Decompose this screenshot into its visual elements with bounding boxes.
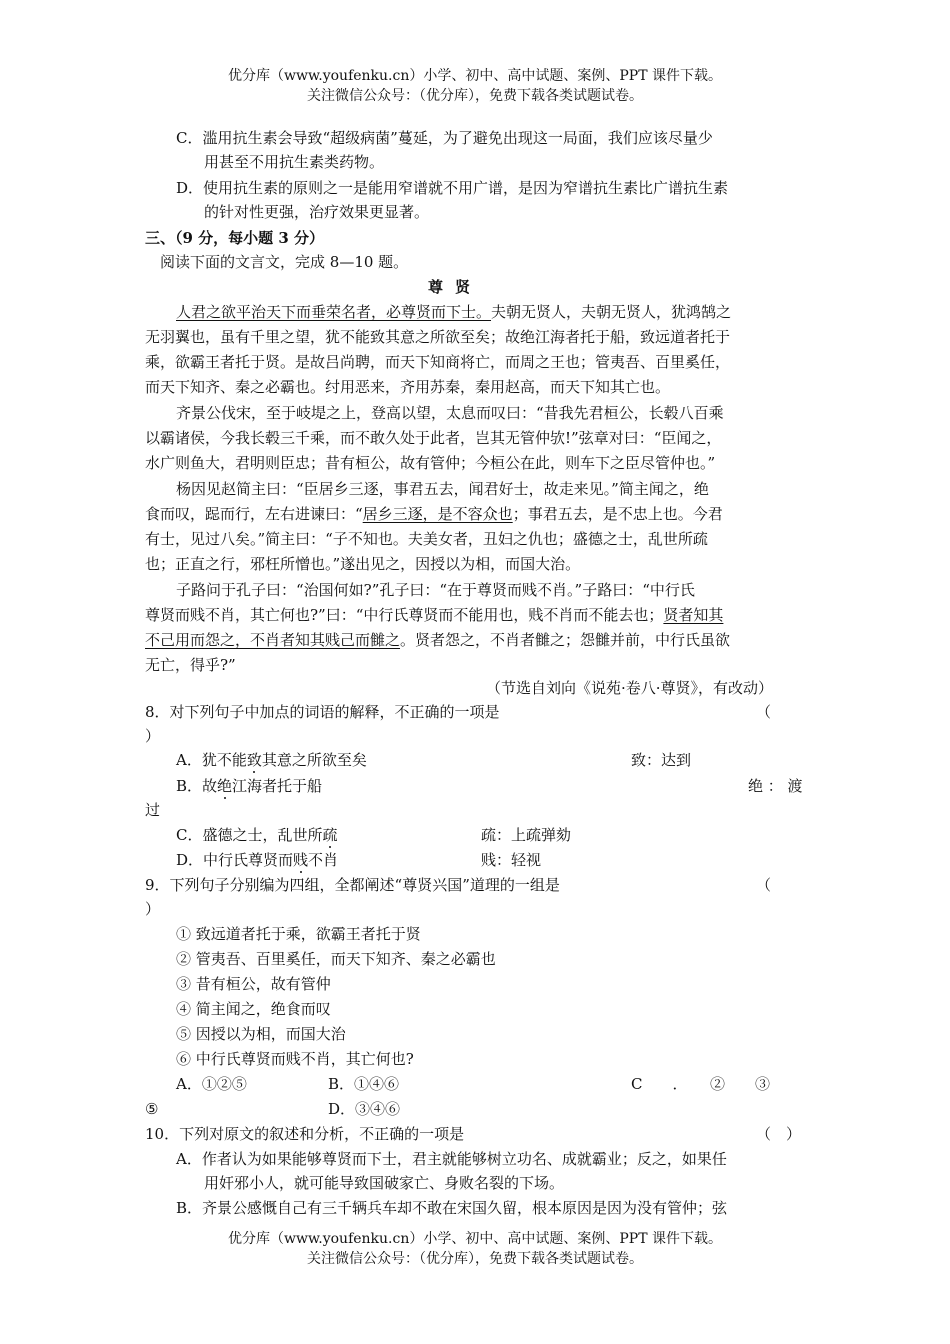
q9-option-a: A．①②⑤ <box>176 1075 247 1093</box>
q9-option-d: D．③④⑥ <box>328 1100 401 1118</box>
passage-p3-line-3: 有士，见过八矣。”简主曰：“子不知也。夫美女者，丑妇之仇也；盛德之士，乱世所疏 <box>145 530 708 548</box>
q8-option-b-explanation: 绝 ： 渡 <box>748 777 803 795</box>
option-c-line-1: C．滥用抗生素会导致“超级病菌”蔓延，为了避免出现这一局面，我们应该尽量少 <box>176 129 713 147</box>
q9-item: ② 管夷吾、百里奚任，而天下知齐、秦之必霸也 <box>176 950 496 968</box>
underlined-phrase-2a: 贤者知其 <box>663 606 724 624</box>
passage-p3-line-2: 食而叹，跽而行，左右进谏曰：“居乡三逐，是不容众也；事君五去，是不忠上也。今君 <box>145 505 723 523</box>
q8-option-a: A．犹不能致其意之所欲至矣 <box>176 751 367 769</box>
q8-option-c: C．盛德之士，乱世所疏 <box>176 826 338 844</box>
passage-source: （节选自刘向《说苑·卷八·尊贤》，有改动） <box>486 679 774 697</box>
footer-line-1: 优分库（www.youfenku.cn）小学、初中、高中试题、案例、PPT 课件下载。 <box>227 1231 722 1247</box>
header-line-1: 优分库（www.youfenku.cn）小学、初中、高中试题、案例、PPT 课件下载。 <box>227 68 722 84</box>
q9-paren-close: ） <box>145 900 161 918</box>
passage-p1-line-4: 而天下知齐、秦之必霸也。纣用恶来，齐用苏秦，秦用赵高，而天下知其亡也。 <box>145 378 671 396</box>
passage-p4-line-1: 子路问于孔子曰：“治国何如?”孔子曰：“在于尊贤而贱不肖。”子路曰：“中行氏 <box>176 581 695 599</box>
passage-title: 尊贤 <box>428 278 483 296</box>
q9-stem: 9．下列句子分别编为四组，全都阐述“尊贤兴国”道理的一组是 <box>145 876 560 894</box>
q8-option-d: D．中行氏尊贤而贱不肖 <box>176 851 339 869</box>
q10-option-a-line-2: 用奸邪小人，就可能导致国破家亡、身败名裂的下场。 <box>204 1174 565 1192</box>
q9-paren-open: （ <box>756 876 772 894</box>
passage-p3-line-1: 杨因见赵简主曰：“臣居乡三逐，事君五去，闻君好士，故走来见。”简主闻之，绝 <box>176 480 709 498</box>
passage-p4-line-3: 不己用而怨之，不肖者知其贱己而雠之。贤者怨之，不肖者雠之；怨雠并前，中行氏虽欲 <box>145 631 731 649</box>
q8-option-a-explanation: 致：达到 <box>631 751 692 769</box>
q8-option-c-explanation: 疏：上疏弹劾 <box>481 826 572 844</box>
passage-p2-line-1: 齐景公伐宋，至于岐堤之上，登高以望，太息而叹曰：“昔我先君桓公，长毂八百乘 <box>176 404 724 422</box>
q9-item: ③ 昔有桓公，故有管仲 <box>176 975 331 993</box>
header-line-2: 关注微信公众号：（优分库），免费下载各类试题试卷。 <box>307 88 643 104</box>
q9-item: ⑤ 因授以为相，而国大治 <box>176 1025 346 1043</box>
section-heading: 三、（9 分，每小题 3 分） <box>145 229 325 247</box>
q8-option-b: B．故绝江海者托于船 <box>176 777 323 795</box>
passage-p1-line-1: 人君之欲平治天下而垂荣名者，必尊贤而下士。夫朝无贤人，夫朝无贤人，犹鸿鹄之 <box>176 303 732 321</box>
underlined-phrase-2b: 不己用而怨之，不肖者知其贱己而雠之 <box>145 631 401 649</box>
q8-stem: 8．对下列句子中加点的词语的解释，不正确的一项是 <box>145 703 500 721</box>
q8-option-b-explanation-wrap: 过 <box>145 801 161 819</box>
option-d-line-1: D．使用抗生素的原则之一是能用窄谱就不用广谱，是因为窄谱抗生素比广谱抗生素 <box>176 179 729 197</box>
q9-option-c-wrap: ⑤ <box>145 1100 159 1118</box>
q10-stem: 10．下列对原文的叙述和分析，不正确的一项是 <box>145 1125 465 1143</box>
passage-p1-line-2: 无羽翼也，虽有千里之望，犹不能致其意之所欲至矣；故绝江海者托于船，致远道者托于 <box>145 328 731 346</box>
underlined-sentence: 人君之欲平治天下而垂荣名者，必尊贤而下士。 <box>176 303 492 321</box>
q9-item: ④ 简主闻之，绝食而叹 <box>176 1000 331 1018</box>
q8-paren-close: ） <box>145 727 161 745</box>
q9-option-b: B．①④⑥ <box>328 1075 400 1093</box>
passage-p2-line-2: 以霸诸侯，今我长毂三千乘，而不敢久处于此者，岂其无管仲欤!”弦章对曰：“臣闻之， <box>145 429 722 447</box>
q10-option-b-line-1: B．齐景公感慨自己有三千辆兵车却不敢在宋国久留，根本原因是因为没有管仲；弦 <box>176 1199 728 1217</box>
q8-paren-open: （ <box>756 703 772 721</box>
q9-item: ⑥ 中行氏尊贤而贱不肖，其亡何也? <box>176 1050 414 1068</box>
q10-option-a-line-1: A．作者认为如果能够尊贤而下士，君主就能够树立功名、成就霸业；反之，如果任 <box>176 1150 727 1168</box>
passage-p2-line-3: 水广则鱼大，君明则臣忠；昔有桓公，故有管仲；今桓公在此，则车下之臣尽管仲也。” <box>145 454 716 472</box>
passage-p3-line-4: 也；正直之行，邪枉所憎也。”遂出见之，因授以为相，而国大治。 <box>145 555 581 573</box>
section-instruction: 阅读下面的文言文，完成 8—10 题。 <box>160 253 409 271</box>
footer-line-2: 关注微信公众号：（优分库），免费下载各类试题试卷。 <box>307 1251 643 1267</box>
passage-p4-line-4: 无亡，得乎?” <box>145 656 236 674</box>
option-c-line-2: 用甚至不用抗生素类药物。 <box>204 153 385 171</box>
q9-item: ① 致远道者托于乘，欲霸王者托于贤 <box>176 925 421 943</box>
q9-option-c: C ． ② ③ <box>631 1075 770 1093</box>
passage-p1-line-3: 乘，欲霸王者托于贤。是故吕尚聘，而天下知商将亡，而周之王也；管夷吾、百里奚任， <box>145 353 731 371</box>
q8-option-d-explanation: 贱：轻视 <box>481 851 542 869</box>
passage-p4-line-2: 尊贤而贱不肖，其亡何也?”曰：“中行氏尊贤而不能用也，贱不肖而不能去也；贤者知其 <box>145 606 724 624</box>
underlined-phrase: 居乡三逐，是不容众也 <box>362 505 513 523</box>
q10-paren: （ ） <box>756 1125 802 1143</box>
option-d-line-2: 的针对性更强，治疗效果更显著。 <box>204 203 430 221</box>
